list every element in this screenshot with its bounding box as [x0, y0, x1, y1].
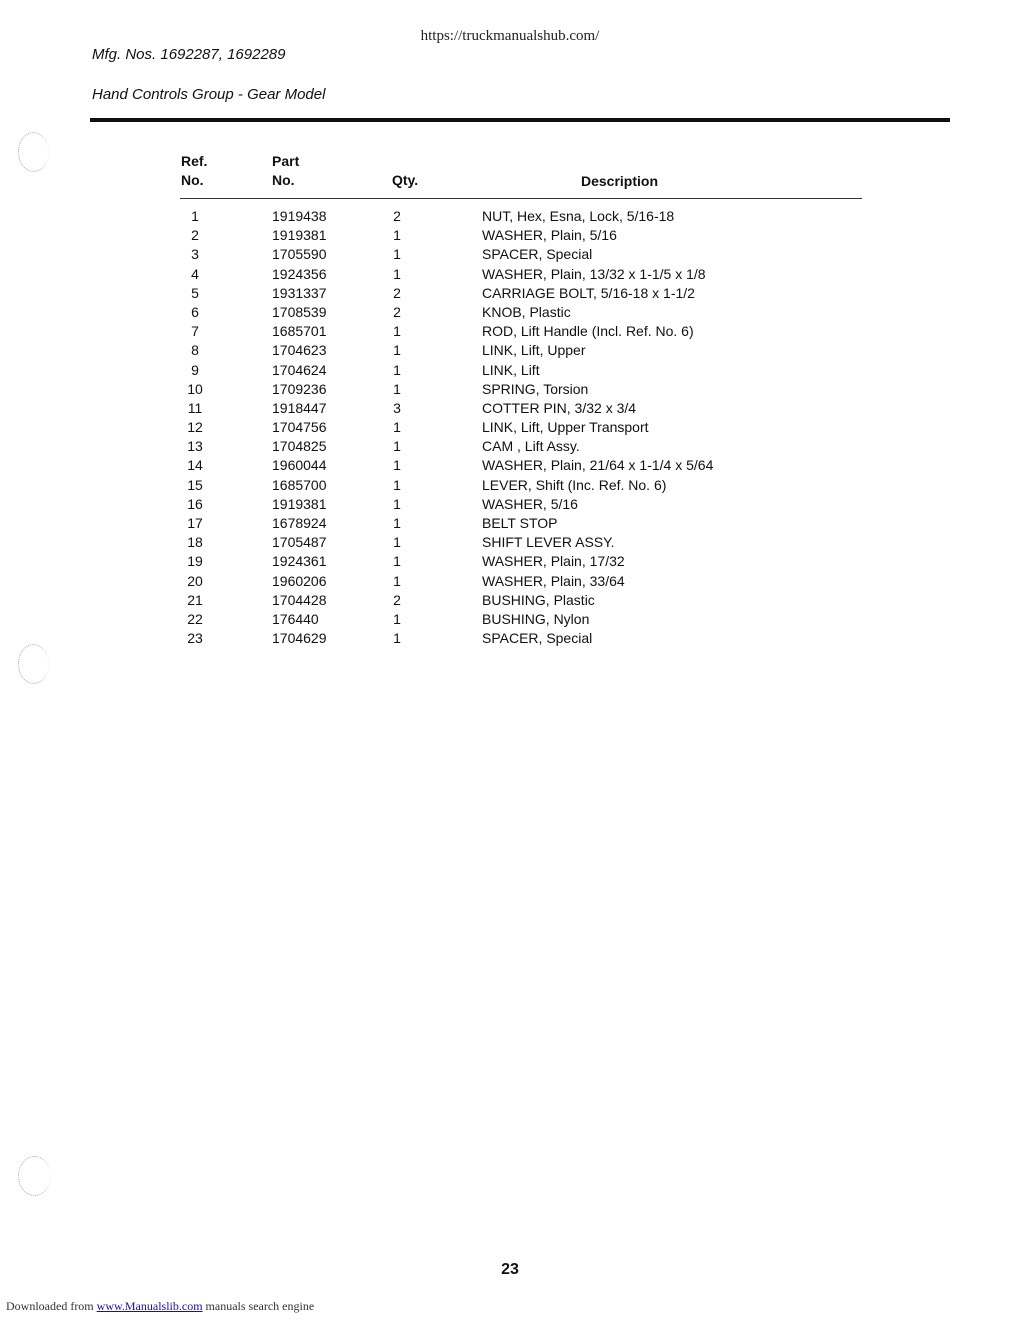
table-row — [0, 341, 1020, 360]
table-row — [0, 572, 1020, 591]
description: WASHER, 5/16 — [482, 495, 578, 512]
description: SPRING, Torsion — [482, 380, 589, 397]
table-row — [0, 533, 1020, 552]
table-row — [0, 476, 1020, 495]
description: ROD, Lift Handle (Incl. Ref. No. 6) — [482, 323, 694, 340]
punch-hole-mark — [18, 1156, 51, 1196]
ref-no: 20 — [187, 572, 203, 589]
part-no: 1924356 — [272, 265, 327, 282]
table-row — [0, 303, 1020, 322]
ref-no: 18 — [187, 534, 203, 551]
qty: 1 — [393, 476, 401, 493]
description: BELT STOP — [482, 515, 558, 531]
table-row — [0, 552, 1020, 571]
part-no: 1960206 — [272, 572, 327, 589]
part-no-header — [272, 152, 299, 190]
header-rule — [90, 118, 950, 122]
part-no: 1704624 — [272, 361, 327, 378]
qty: 1 — [393, 534, 401, 551]
part-no: 1685700 — [272, 476, 327, 493]
qty: 2 — [393, 284, 401, 301]
qty: 1 — [393, 438, 401, 455]
parts-table-body — [0, 207, 1020, 648]
qty-header: Qty. — [392, 172, 419, 188]
description: WASHER, Plain, 33/64 — [482, 572, 625, 589]
table-row — [0, 437, 1020, 456]
part-no: 1704629 — [272, 630, 327, 647]
table-row — [0, 514, 1020, 533]
qty: 1 — [393, 630, 401, 647]
description: CAM , Lift Assy. — [482, 438, 580, 455]
qty: 1 — [393, 323, 401, 340]
description: WASHER, Plain, 17/32 — [482, 553, 625, 570]
qty: 1 — [393, 246, 401, 263]
description: COTTER PIN, 3/32 x 3/4 — [482, 399, 637, 416]
ref-no: 3 — [191, 246, 199, 263]
description: LINK, Lift, Upper — [482, 342, 586, 359]
qty: 1 — [393, 342, 401, 359]
qty: 1 — [393, 457, 401, 474]
description: LEVER, Shift (Inc. Ref. No. 6) — [482, 476, 667, 493]
description: SHIFT LEVER ASSY. — [482, 534, 615, 551]
table-row — [0, 456, 1020, 475]
description: KNOB, Plastic — [482, 303, 571, 320]
punch-hole-mark — [18, 132, 49, 172]
ref-no: 12 — [187, 419, 203, 436]
footer-prefix: Downloaded from — [6, 1299, 94, 1313]
description: WASHER, Plain, 13/32 x 1-1/5 x 1/8 — [482, 265, 706, 282]
part-header-line1: Part — [272, 153, 300, 169]
part-no: 1931337 — [272, 284, 327, 301]
qty: 1 — [393, 265, 401, 282]
ref-no: 2 — [191, 227, 199, 244]
description: WASHER, Plain, 21/64 x 1-1/4 x 5/64 — [482, 457, 714, 474]
qty: 1 — [393, 515, 401, 531]
table-row — [0, 418, 1020, 437]
qty: 1 — [393, 419, 401, 436]
mfg-numbers: Mfg. Nos. 1692287, 1692289 — [92, 46, 286, 63]
part-no: 1924361 — [272, 553, 327, 570]
part-no: 1678924 — [272, 515, 327, 531]
part-no: 1960044 — [272, 457, 327, 474]
ref-no: 1 — [191, 208, 199, 224]
part-no: 1919438 — [272, 208, 327, 224]
punch-hole-mark — [18, 644, 49, 684]
ref-no: 15 — [187, 476, 203, 493]
source-url: https://truckmanualshub.com/ — [420, 28, 600, 44]
part-no: 1704825 — [272, 438, 327, 455]
ref-no-header — [181, 152, 207, 190]
ref-no: 4 — [191, 265, 199, 282]
ref-no: 13 — [187, 438, 203, 455]
qty: 1 — [393, 380, 401, 397]
qty: 2 — [393, 208, 401, 224]
part-no: 1704756 — [272, 419, 327, 436]
qty: 2 — [393, 303, 401, 320]
part-no: 1705590 — [272, 246, 327, 263]
table-row — [0, 591, 1020, 610]
part-no: 176440 — [272, 610, 319, 627]
description: SPACER, Special — [482, 246, 593, 263]
ref-no: 7 — [191, 323, 199, 340]
qty: 1 — [393, 553, 401, 570]
qty: 1 — [393, 227, 401, 244]
description-header: Description — [581, 173, 659, 189]
description: BUSHING, Plastic — [482, 591, 595, 608]
description: LINK, Lift — [482, 361, 540, 378]
table-row — [0, 399, 1020, 418]
ref-no: 16 — [187, 495, 203, 512]
ref-no: 19 — [187, 553, 203, 570]
description: SPACER, Special — [482, 630, 593, 647]
manualslib-link[interactable]: www.Manualslib.com — [96, 1299, 203, 1313]
ref-no: 11 — [187, 399, 203, 416]
description: CARRIAGE BOLT, 5/16-18 x 1-1/2 — [482, 284, 695, 301]
ref-no: 9 — [191, 361, 199, 378]
ref-no: 21 — [187, 591, 203, 608]
qty: 3 — [393, 399, 401, 416]
qty: 2 — [393, 591, 401, 608]
part-no: 1709236 — [272, 380, 327, 397]
part-no: 1708539 — [272, 303, 327, 320]
qty: 1 — [393, 610, 401, 627]
table-row — [0, 284, 1020, 303]
table-row — [0, 380, 1020, 399]
qty: 1 — [393, 495, 401, 512]
part-no: 1918447 — [272, 399, 327, 416]
ref-no: 22 — [187, 610, 203, 627]
ref-no: 5 — [191, 284, 199, 301]
download-footer — [6, 1299, 314, 1314]
ref-no: 8 — [191, 342, 199, 359]
page-number: 23 — [501, 1261, 519, 1278]
part-no: 1919381 — [272, 495, 327, 512]
ref-no: 6 — [191, 303, 199, 320]
ref-no: 23 — [187, 630, 203, 647]
description: NUT, Hex, Esna, Lock, 5/16-18 — [482, 208, 675, 224]
table-row — [0, 322, 1020, 341]
group-title: Hand Controls Group - Gear Model — [92, 86, 326, 103]
ref-header-line1: Ref. — [181, 153, 208, 169]
table-row — [0, 207, 1020, 226]
description: LINK, Lift, Upper Transport — [482, 419, 649, 436]
table-row — [0, 361, 1020, 380]
part-no: 1704623 — [272, 342, 327, 359]
ref-no: 14 — [187, 457, 203, 474]
table-row — [0, 226, 1020, 245]
part-no: 1704428 — [272, 591, 327, 608]
description: WASHER, Plain, 5/16 — [482, 227, 617, 244]
part-no: 1705487 — [272, 534, 327, 551]
ref-no: 17 — [187, 515, 203, 531]
table-row — [0, 495, 1020, 514]
table-row — [0, 245, 1020, 264]
part-header-line2: No. — [272, 172, 295, 188]
footer-suffix: manuals search engine — [205, 1299, 315, 1313]
table-row — [0, 629, 1020, 648]
ref-header-line2: No. — [181, 172, 204, 188]
header-underline — [180, 198, 862, 199]
qty: 1 — [393, 361, 401, 378]
table-row — [0, 610, 1020, 629]
qty: 1 — [393, 572, 401, 589]
part-no: 1685701 — [272, 323, 327, 340]
description: BUSHING, Nylon — [482, 610, 590, 627]
table-row — [0, 265, 1020, 284]
part-no: 1919381 — [272, 227, 327, 244]
ref-no: 10 — [187, 380, 203, 397]
